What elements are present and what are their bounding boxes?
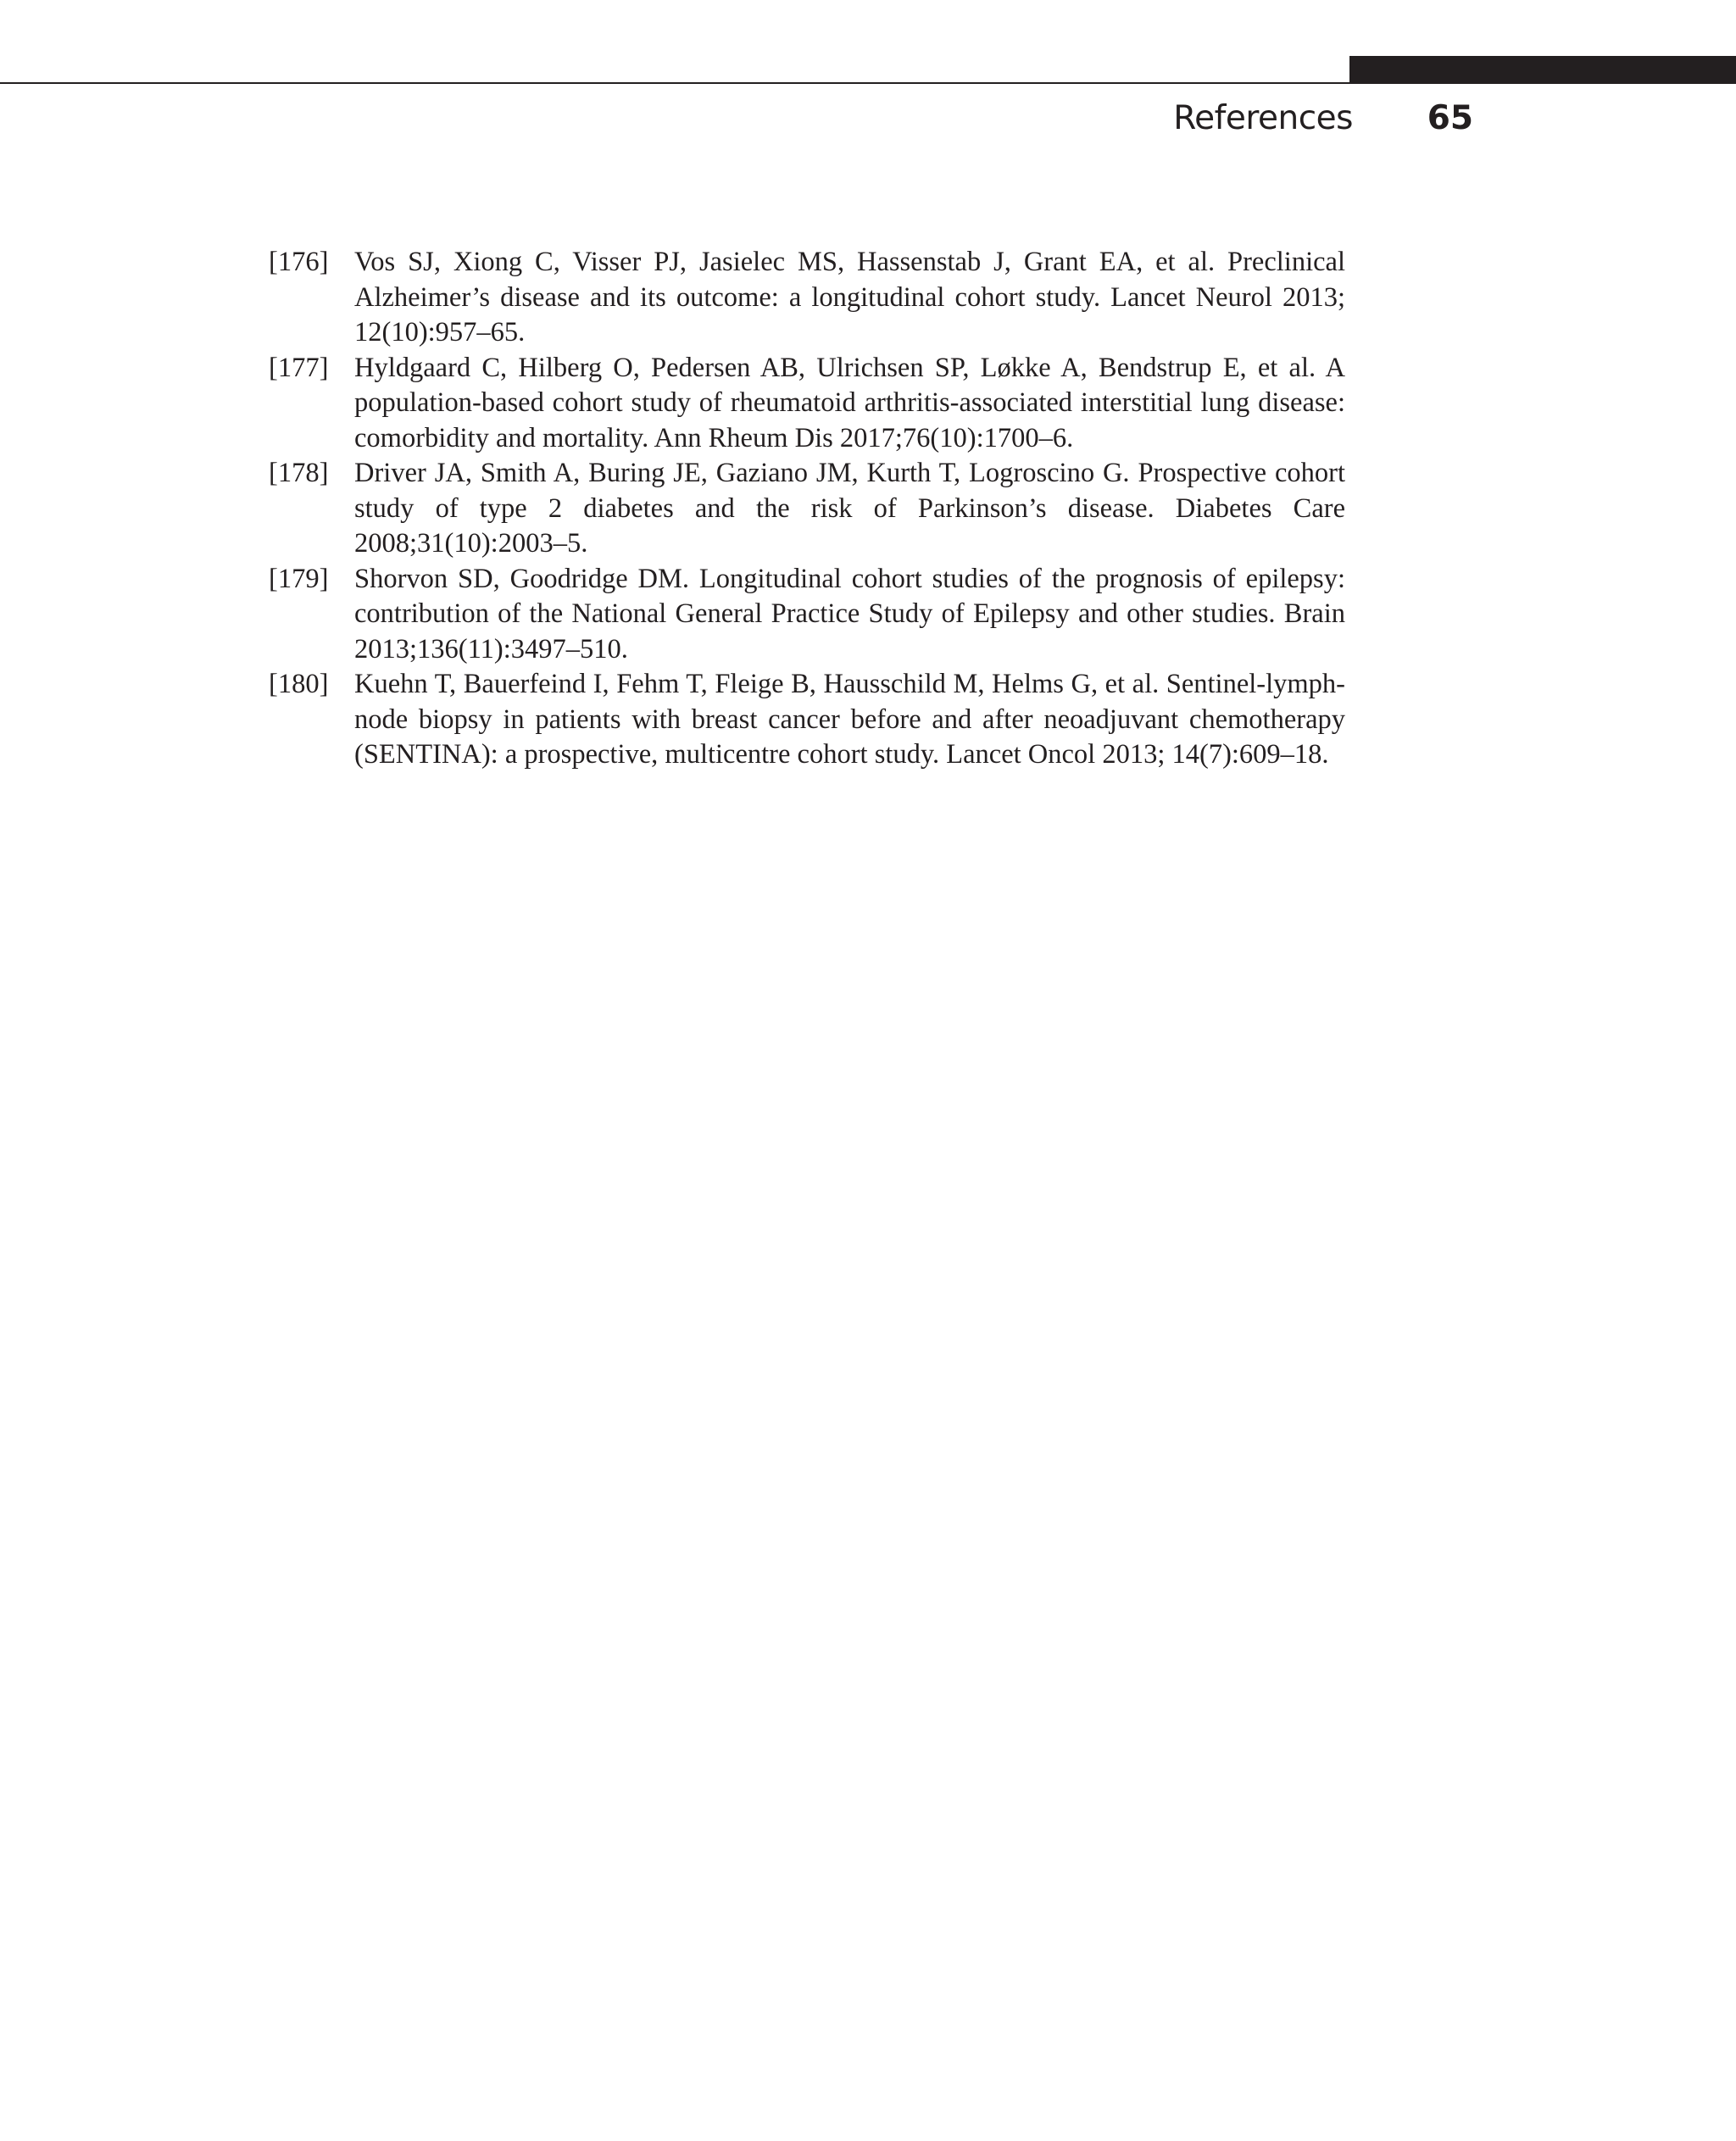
running-title: References — [1173, 99, 1353, 137]
reference-list — [269, 245, 1345, 773]
running-head — [1102, 95, 1473, 142]
header-bar — [1349, 56, 1736, 84]
reference-item — [269, 456, 1345, 562]
page-number: 65 — [1427, 99, 1473, 137]
reference-item — [269, 351, 1345, 457]
reference-number: [177] — [269, 352, 329, 383]
reference-number: [180] — [269, 669, 329, 699]
reference-item — [269, 245, 1345, 351]
reference-number: [176] — [269, 247, 329, 277]
reference-text: Driver JA, Smith A, Buring JE, Gaziano JM, Kurth T, Logroscino G. Prospective cohort study of type 2 diabetes and the risk of Parkinson’s disease. Diabetes Care 2008;31(10):2003–5. — [354, 458, 1345, 559]
reference-text: Kuehn T, Bauerfeind I, Fehm T, Fleige B, Hausschild M, Helms G, et al. Sentinel-lymph-node biopsy in patients with breast cancer before and after neoadjuvant chemotherapy (SENTINA): a prospective, multicentre cohort study. Lancet Oncol 2013; 14(7):609–18. — [354, 669, 1345, 770]
reference-number: [178] — [269, 458, 329, 488]
reference-item — [269, 667, 1345, 773]
reference-text: Hyldgaard C, Hilberg O, Pedersen AB, Ulrichsen SP, Løkke A, Bendstrup E, et al. A population-based cohort study of rheumatoid arthritis-associated interstitial lung disease: comorbidity and mortality. Ann Rheum Dis 2017;76(10):1700–6. — [354, 352, 1345, 453]
reference-text: Shorvon SD, Goodridge DM. Longitudinal cohort studies of the prognosis of epilepsy: contribution of the National General Practice Study of Epilepsy and other studies. Brain 2013;136(11):3497–510. — [354, 563, 1345, 665]
reference-item — [269, 562, 1345, 668]
reference-text: Vos SJ, Xiong C, Visser PJ, Jasielec MS, Hassenstab J, Grant EA, et al. Preclinical Alzheimer’s disease and its outcome: a longitudinal cohort study. Lancet Neurol 2013; 12(10):957–65. — [354, 247, 1345, 348]
reference-number: [179] — [269, 563, 329, 594]
